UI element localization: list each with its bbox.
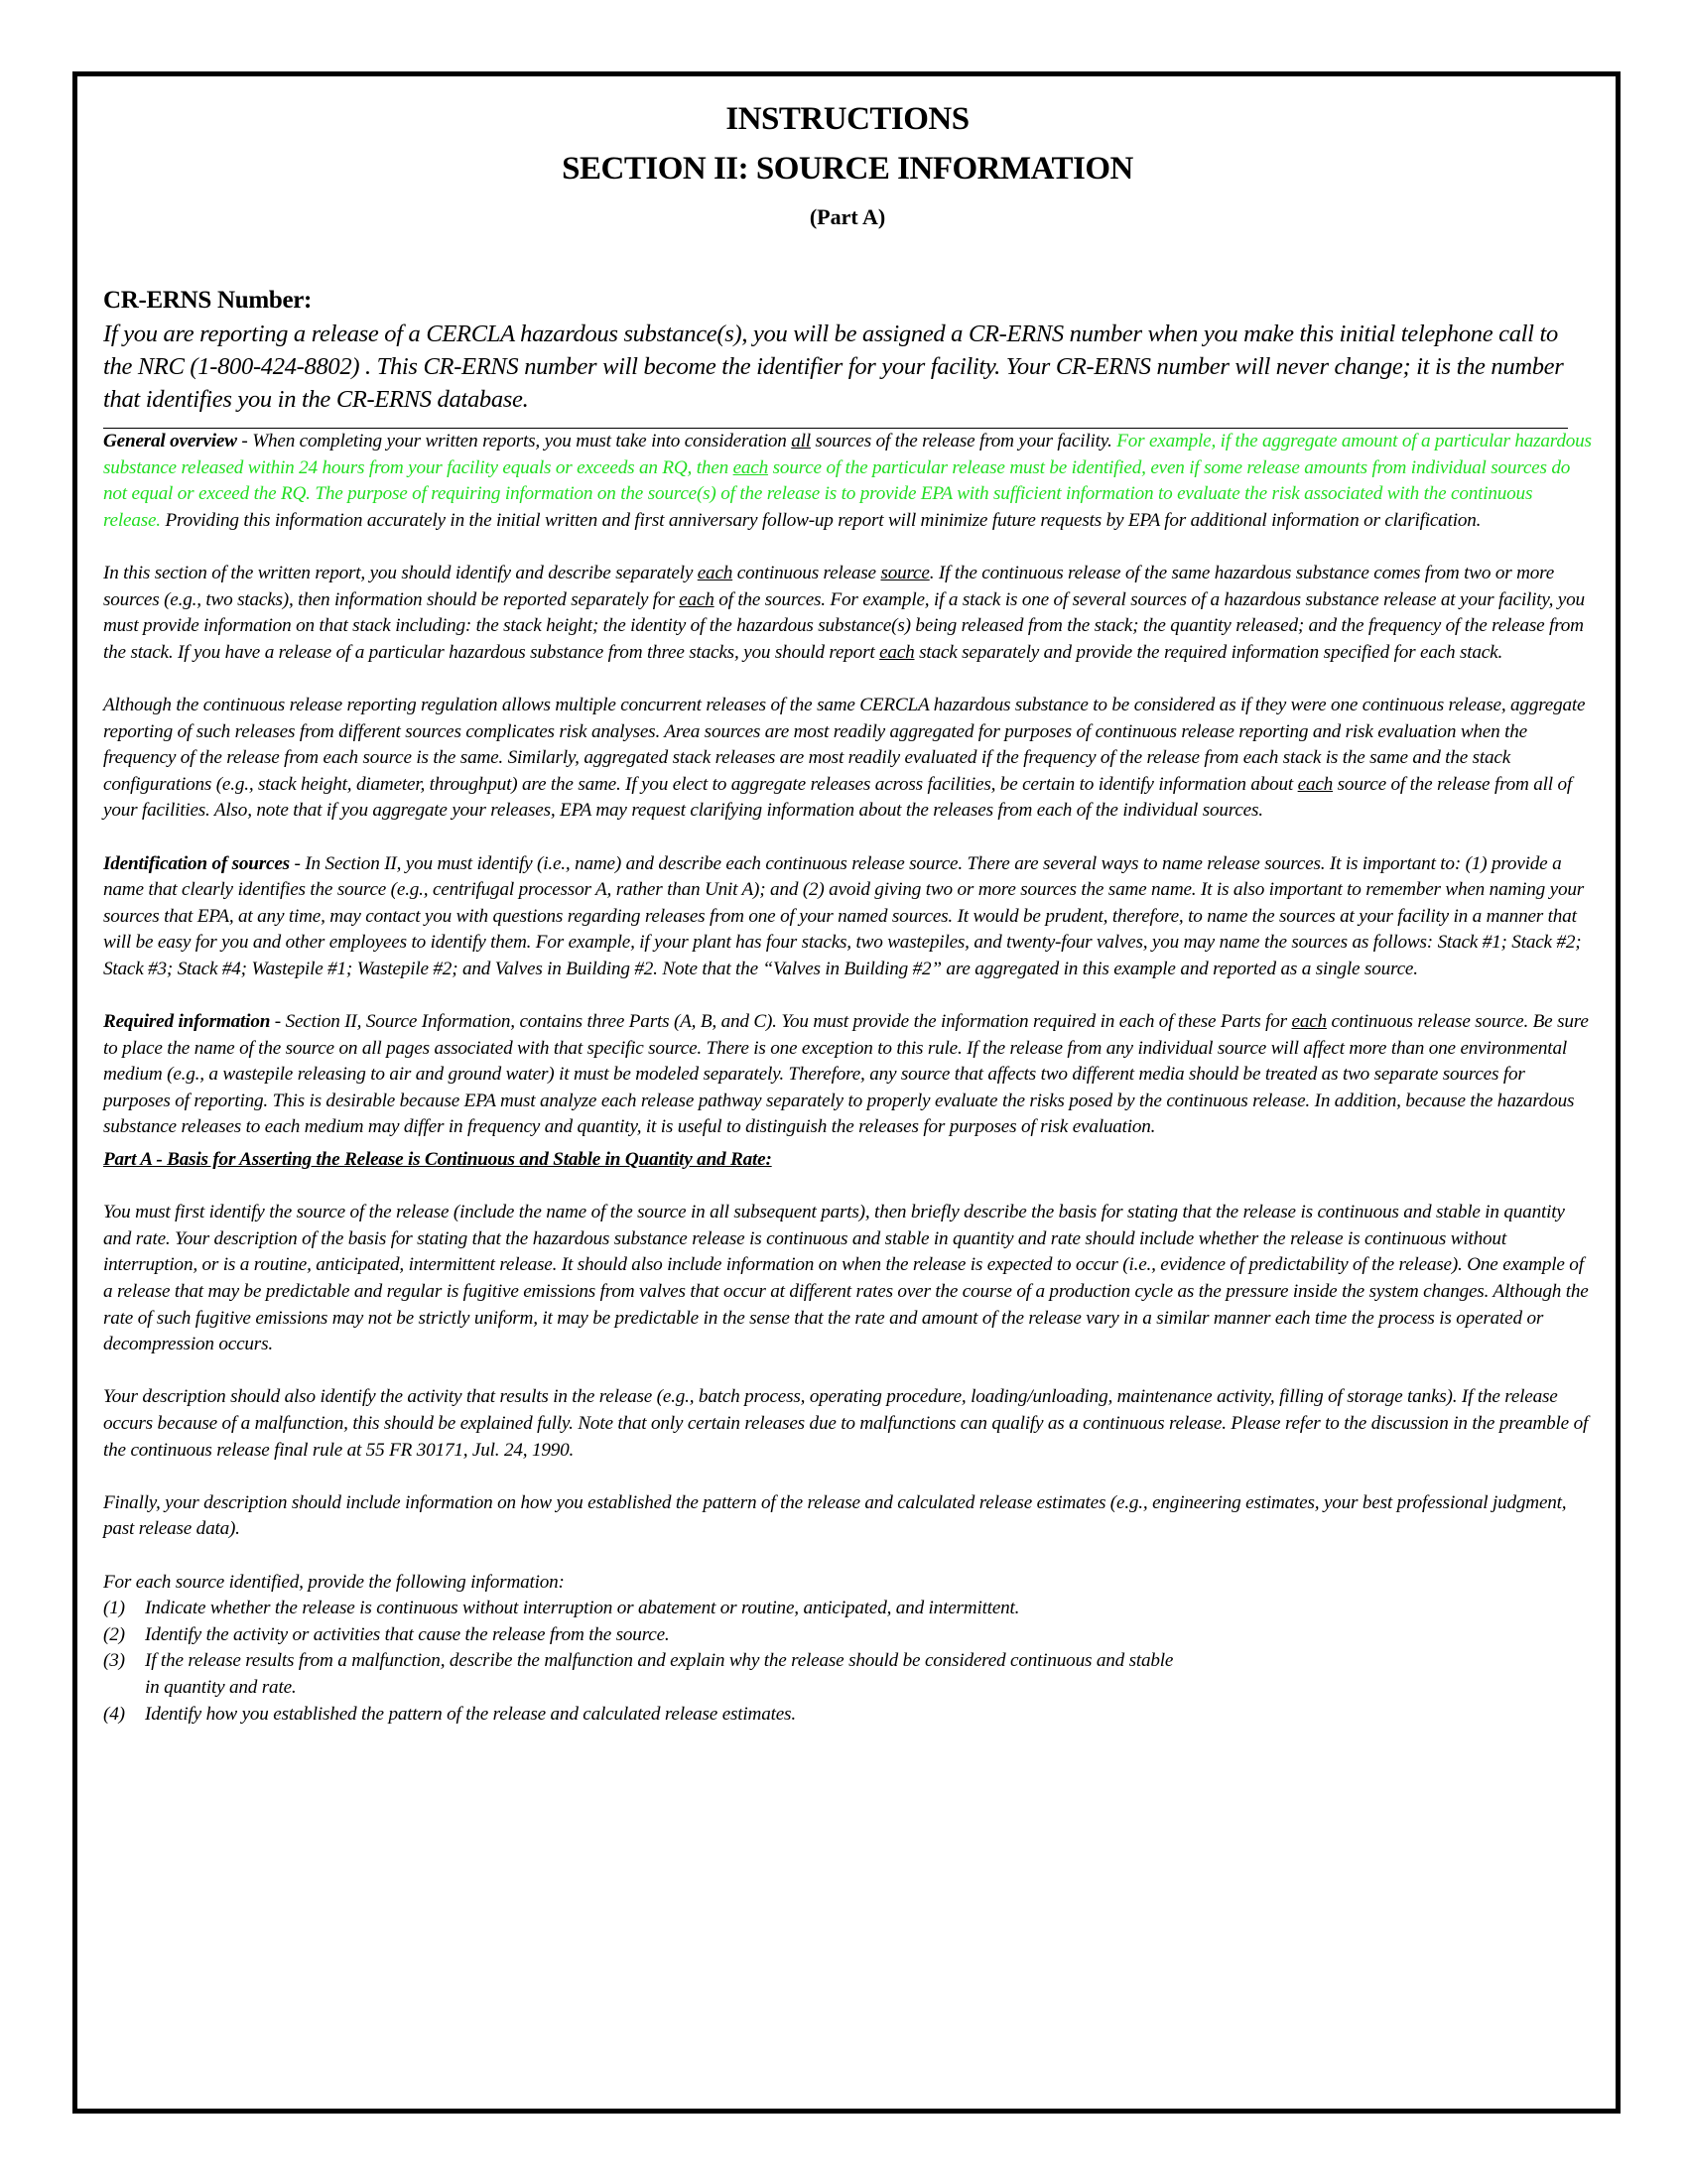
document-content	[103, 95, 1592, 1728]
text-run: sources of the release from your facility.	[810, 431, 1117, 451]
text-run: source of the particular release must be identified, even if some release amounts from individual sources do not equal or exceed the RQ. The purpose of requiring information on the source(s) of the release is to provide EPA with sufficient information to evaluate the risk associated with the continuous release.	[103, 456, 1571, 531]
underlined-word: each	[879, 641, 915, 663]
part-subtitle: (Part A)	[809, 204, 886, 229]
list-item-text: If the release results from a malfunction, describe the malfunction and explain why the release should be considered continuous and stable in quantity and rate.	[145, 1650, 1174, 1698]
identification-paragraph	[103, 851, 1592, 983]
list-item-text: Identify the activity or activities that cause the release from the source.	[145, 1623, 670, 1645]
text-run: In this section of the written report, you should identify and describe separately	[103, 562, 698, 583]
underlined-word: each	[679, 588, 714, 610]
part-a-paragraph-3: Finally, your description should include information on how you established the pattern of the release and calculated release estimates (e.g., engineering estimates, your best professional judgment, past release data).	[103, 1491, 1567, 1540]
text-run: For example, if the aggregate amount of a particular hazardous substance released within 24 hours from your facility equals or exceeds an RQ, then	[103, 431, 1592, 478]
underlined-word: each	[697, 562, 733, 583]
text-run: of the sources. For example, if a stack is one of several sources of a hazardous substance release at your facility, you must provide information on that stack including: the stack height; the identity of the hazardous substance(s) being released from the stack; the quantity released; and the frequency of the release from the stack. If you have a release of a particular hazardous substance from three stacks, you should report	[103, 588, 1585, 663]
required-info-paragraph	[103, 1009, 1592, 1141]
requirements-list	[103, 1596, 1592, 1728]
text-run: - When completing your written reports, you must take into consideration	[236, 431, 792, 451]
separate-sources-paragraph	[103, 561, 1592, 666]
text-run: continuous release source. Be sure to place the name of the source on all pages associated with that specific source. There is one exception to this rule. If the release from any individual source will affect more than one environmental medium (e.g., a wastepile releasing to air and ground water) it must be modeled separately. Therefore, any source that affects two different media should be treated as two separate sources for purposes of reporting. This is desirable because EPA must analyze each release pathway separately to properly evaluate the risks posed by the continuous release. In addition, because the hazardous substance releases to each medium may differ in frequency and quantity, it is useful to distinguish the releases for purposes of risk evaluation.	[103, 1011, 1589, 1138]
list-item	[103, 1622, 1592, 1649]
text-run: continuous release	[732, 562, 881, 583]
crerns-heading: CR-ERNS Number:	[103, 287, 313, 314]
underlined-word: each	[732, 456, 769, 478]
list-item-number: (1)	[103, 1598, 125, 1619]
list-item	[103, 1596, 1592, 1622]
underlined-word: each	[1291, 1011, 1327, 1033]
document-title: INSTRUCTIONS	[725, 101, 970, 137]
text-run: stack separately and provide the required information specified for each stack.	[914, 641, 1503, 663]
underlined-word: all	[791, 431, 811, 451]
text-run: - Section II, Source Information, contains three Parts (A, B, and C). You must provide the information required in each of these Parts for	[270, 1011, 1292, 1033]
text-run: Although the continuous release reporting regulation allows multiple concurrent releases of the same CERCLA hazardous substance to be considered as if they were one continuous release, aggregate reporting of such releases from different sources complicates risk analyses. Area sources are most readily aggregated for purposes of continuous release reporting and risk evaluation when the frequency of the release from each source is the same. Similarly, aggregated stack releases are most readily evaluated if the frequency of the release from each stack is the same and the stack configurations (e.g., stack height, diameter, throughput) are the same. If you elect to aggregate releases across facilities, be certain to identify information about	[103, 694, 1586, 795]
part-a-heading: Part A - Basis for Asserting the Release is Continuous and Stable in Quantity and Rate:	[103, 1149, 772, 1171]
required-info-label: Required information	[103, 1011, 271, 1033]
text-run: source of the release from all of your facilities. Also, note that if you aggregate your releases, EPA may request clarifying information about the releases from each of the individual sources.	[103, 773, 1573, 822]
underlined-word: source	[880, 562, 930, 583]
list-intro: For each source identified, provide the following information:	[103, 1571, 565, 1593]
list-item-number: (2)	[103, 1623, 125, 1645]
title-block	[103, 99, 1592, 230]
section-title: SECTION II: SOURCE INFORMATION	[562, 151, 1133, 187]
list-item	[103, 1702, 1592, 1729]
list-item-number: (3)	[103, 1650, 125, 1672]
aggregation-paragraph	[103, 693, 1592, 825]
underlined-word: each	[1297, 773, 1334, 795]
identification-label: Identification of sources	[103, 852, 290, 874]
list-item-number: (4)	[103, 1703, 125, 1725]
crerns-description: If you are reporting a release of a CERCLA hazardous substance(s), you will be assigned a CR-ERNS number when you make this initial telephone call to the NRC (1-800-424-8802) . This CR-ERNS number will become the identifier for your facility. Your CR-ERNS number will never change; it is the number that identifies you in the CR-ERNS database.	[103, 321, 1564, 413]
part-a-paragraph-2: Your description should also identify the activity that results in the release (e.g., batch process, operating procedure, loading/unloading, maintenance activity, filling of storage tanks). If the release occurs because of a malfunction, this should be explained fully. Note that only certain releases due to malfunctions can qualify as a continuous release. Please refer to the discussion in the preamble of the continuous release final rule at 55 FR 30171, Jul. 24, 1990.	[103, 1386, 1589, 1461]
part-a-paragraph-1: You must first identify the source of the release (include the name of the source in all subsequent parts), then briefly describe the basis for stating that the release is continuous and stable in quantity and rate. Your description of the basis for stating that the hazardous substance release is continuous and stable in quantity and rate should include whether the release is continuous without interruption, or is a routine, anticipated, intermittent release. It should also include information on when the release is expected to occur (i.e., evidence of predictability of the release). One example of a release that may be predictable and regular is fugitive emissions from valves that occur at different rates over the course of a production cycle as the pressure inside the system changes. Although the rate of such fugitive emissions may not be strictly uniform, it may be predictable in the sense that the rate and amount of the release vary in a similar manner each time the process is operated or decompression occurs.	[103, 1202, 1589, 1355]
list-item-text: Identify how you established the pattern of the release and calculated release estimates.	[145, 1703, 796, 1725]
list-item-text: Indicate whether the release is continuous without interruption or abatement or routine, anticipated, and intermittent.	[145, 1598, 1020, 1619]
list-item	[103, 1648, 1592, 1701]
text-run: . If the continuous release of the same hazardous substance comes from two or more sources (e.g., two stacks), then information should be reported separately for	[103, 562, 1555, 610]
text-run: Providing this information accurately in the initial written and first anniversary follow-up report will minimize future requests by EPA for additional information or clarification.	[160, 509, 1482, 531]
general-overview-paragraph	[103, 429, 1592, 534]
general-overview-label: General overview	[103, 431, 237, 451]
text-run: - In Section II, you must identify (i.e., name) and describe each continuous release source. There are several ways to name release sources. It is important to: (1) provide a name that clearly identifies the source (e.g., centrifugal processor A, rather than Unit A); and (2) avoid giving two or more sources the same name. It is also important to remember when naming your sources that EPA, at any time, may contact you with questions regarding releases from one of your named sources. It would be prudent, therefore, to name the sources at your facility in a manner that will be easy for you and other employees to identify them. For example, if your plant has four stacks, two wastepiles, and twenty-four valves, you may name the sources as follows: Stack #1; Stack #2; Stack #3; Stack #4; Wastepile #1; Wastepile #2; and Valves in Building #2. Note that the “Valves in Building #2” are aggregated in this example and reported as a single source.	[103, 852, 1584, 979]
